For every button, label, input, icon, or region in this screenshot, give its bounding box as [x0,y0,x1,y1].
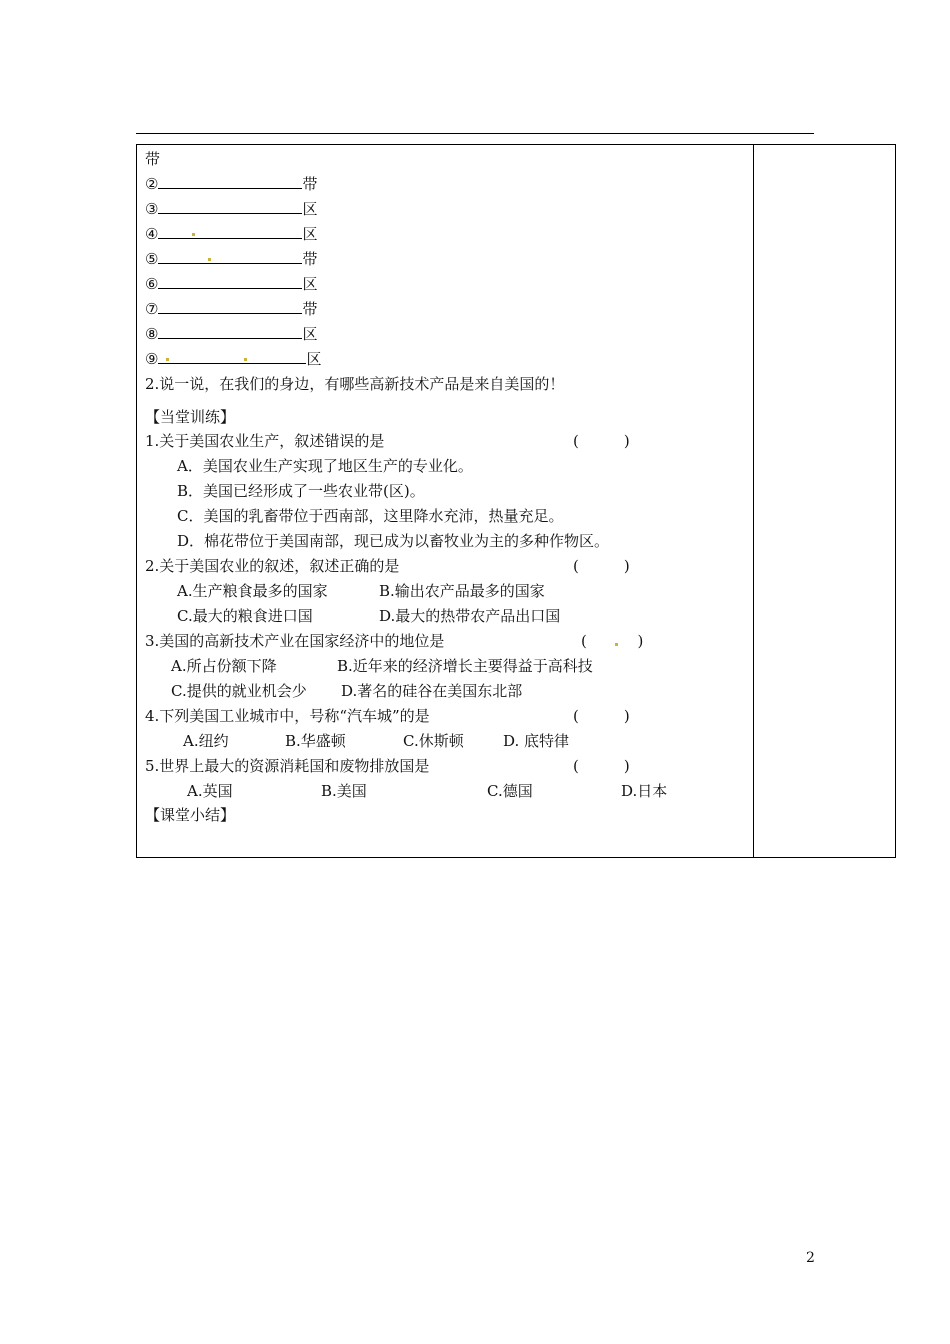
q2-option-d[interactable]: D.最大的热带农产品出口国 [379,607,561,625]
q2-option-c[interactable]: C.最大的粮食进口国 [177,607,313,625]
fill-blank[interactable] [158,324,302,339]
q2-option-a[interactable]: A.生产粮食最多的国家 [177,582,328,600]
page-number: 2 [806,1250,815,1266]
q4-option-c[interactable]: C.休斯顿 [403,732,464,750]
q1-option-c[interactable]: C．美国的乳畜带位于西南部，这里降水充沛，热量充足。 [177,507,564,525]
q3-option-a[interactable]: A.所占份额下降 [171,657,277,675]
q3-text: 3.美国的高新技术产业在国家经济中的地位是 [145,632,445,650]
column-divider [753,145,754,857]
fill-blank[interactable] [158,299,302,314]
blank-item-8: ⑧ 区 [145,325,318,343]
q4-answer-paren[interactable]: ( ) [573,707,630,725]
question-2-prompt: 2.说一说，在我们的身边，有哪些高新技术产品是来自美国的！ [145,375,565,393]
q5-answer-paren[interactable]: ( ) [573,757,630,775]
blank-top-label: 带 [145,150,161,168]
q5-option-b[interactable]: B.美国 [321,782,367,800]
blank-item-4: ④ 区 [145,225,318,243]
fill-blank[interactable] [158,349,306,364]
q1-option-a[interactable]: A．美国农业生产实现了地区生产的专业化。 [177,457,473,475]
q2-text: 2.关于美国农业的叙述，叙述正确的是 [145,557,400,575]
fill-blank[interactable] [158,274,302,289]
worksheet-table [136,144,896,858]
fill-blank[interactable] [158,224,302,239]
q5-option-a[interactable]: A.英国 [187,782,233,800]
q3-answer-paren[interactable]: ( ) [581,632,644,650]
blank-item-9: ⑨ 区 [145,350,322,368]
fill-blank[interactable] [158,199,302,214]
blank-item-6: ⑥ 区 [145,275,318,293]
q2-answer-paren[interactable]: ( ) [573,557,630,575]
q2-option-b[interactable]: B.输出农产品最多的国家 [379,582,545,600]
training-heading: 【当堂训练】 [145,408,236,426]
summary-heading: 【课堂小结】 [145,806,236,824]
blank-item-7: ⑦ 带 [145,300,318,318]
q1-text: 1.关于美国农业生产，叙述错误的是 [145,432,385,450]
q4-option-b[interactable]: B.华盛顿 [285,732,346,750]
q1-option-b[interactable]: B．美国已经形成了一些农业带(区)。 [177,482,425,500]
fill-blank[interactable] [158,249,302,264]
blank-item-5: ⑤ 带 [145,250,318,268]
header-rule [136,133,814,134]
q4-option-a[interactable]: A.纽约 [183,732,229,750]
q5-option-c[interactable]: C.德国 [487,782,533,800]
q3-option-d[interactable]: D.著名的硅谷在美国东北部 [341,682,523,700]
q1-answer-paren[interactable]: ( ) [573,432,630,450]
q5-option-d[interactable]: D.日本 [621,782,668,800]
q1-option-d[interactable]: D．棉花带位于美国南部，现已成为以畜牧业为主的多种作物区。 [177,532,610,550]
q3-option-c[interactable]: C.提供的就业机会少 [171,682,307,700]
q4-option-d[interactable]: D. 底特律 [503,732,570,750]
blank-item-2: ② 带 [145,175,318,193]
blank-item-3: ③ 区 [145,200,318,218]
q3-option-b[interactable]: B.近年来的经济增长主要得益于高科技 [337,657,593,675]
q4-text: 4.下列美国工业城市中，号称“汽车城”的是 [145,707,430,725]
q5-text: 5.世界上最大的资源消耗国和废物排放国是 [145,757,430,775]
fill-blank[interactable] [158,174,302,189]
